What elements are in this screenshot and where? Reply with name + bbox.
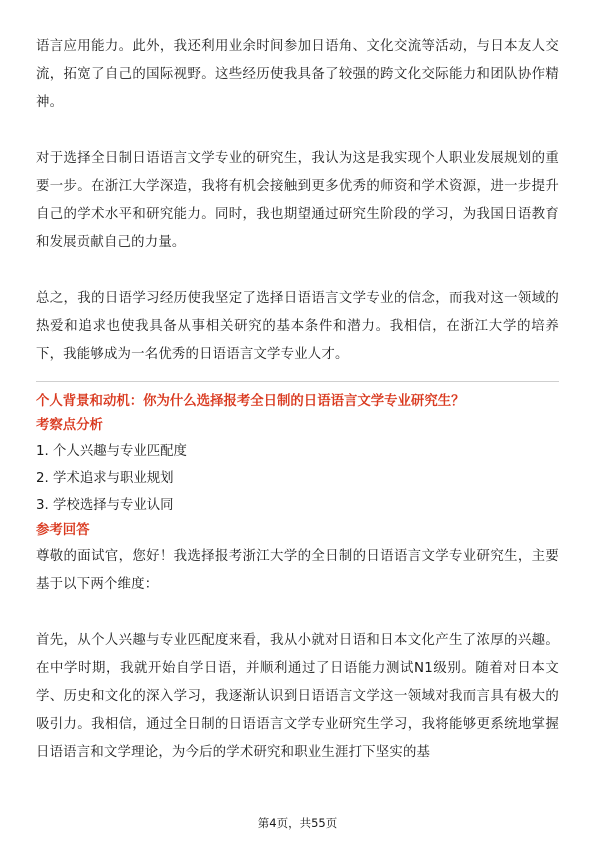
body-paragraph: 语言应用能力。此外，我还利用业余时间参加日语角、文化交流等活动，与日本友人交流，拓宽了自己的国际视野。这些经历使我具备了较强的跨文化交际能力和团队协作精神。 <box>36 39 559 110</box>
body-paragraph: 对于选择全日制日语语言文学专业的研究生，我认为这是我实现个人职业发展规划的重要一步。在浙江大学深造，我将有机会接触到更多优秀的师资和学术资源，进一步提升自己的学术水平和研究能力。同时，我也期望通过研究生阶段的学习，为我国日语教育和发展贡献自己的力量。 <box>36 151 559 250</box>
paragraph-spacer <box>36 117 559 145</box>
answer-paragraph: 首先，从个人兴趣与专业匹配度来看，我从小就对日语和日本文化产生了浓厚的兴趣。在中学时期，我就开始自学日语，并顺利通过了日语能力测试N1级别。随着对日本文学、历史和文化的深入学习，我逐渐认识到日语语言文学这一领域对我而言具有极大的吸引力。我相信，通过全日制的日语语言文学专业研究生学习，我将能够更系统地掌握日语语言和文学理论，为今后的学术研究和职业生涯打下坚实的基 <box>36 633 559 760</box>
paragraph-spacer <box>36 599 559 627</box>
answer-paragraph: 尊敬的面试官，您好！我选择报考浙江大学的全日制的日语语言文学专业研究生，主要基于以下两个维度： <box>36 549 559 592</box>
page-number: 第4页，共55页 <box>257 816 338 830</box>
section-divider <box>36 381 559 382</box>
interview-question: 个人背景和动机：你为什么选择报考全日制的日语语言文学专业研究生？ <box>36 394 465 409</box>
document-page <box>36 33 559 767</box>
answer-heading: 参考回答 <box>36 523 90 538</box>
analysis-point: 3. 学校选择与专业认同 <box>36 498 174 513</box>
analysis-heading: 考察点分析 <box>36 418 103 433</box>
analysis-point: 1. 个人兴趣与专业匹配度 <box>36 444 187 459</box>
analysis-point: 2. 学术追求与职业规划 <box>36 471 174 486</box>
analysis-points <box>36 438 559 519</box>
body-paragraph: 总之，我的日语学习经历使我坚定了选择日语语言文学专业的信念，而我对这一领域的热爱和追求也使我具备从事相关研究的基本条件和潜力。我相信，在浙江大学的培养下，我能够成为一名优秀的日语语言文学专业人才。 <box>36 291 559 362</box>
paragraph-spacer <box>36 257 559 285</box>
